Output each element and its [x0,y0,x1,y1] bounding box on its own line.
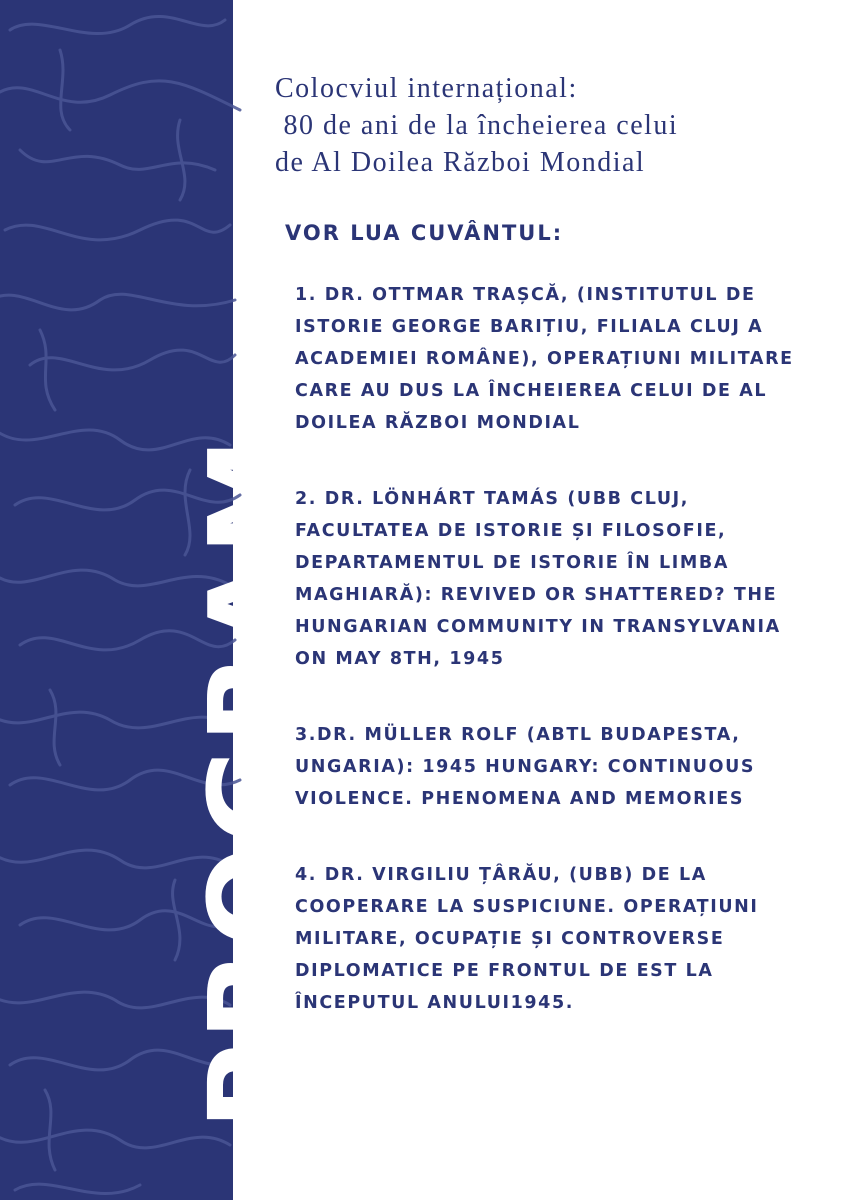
vertical-title-wrapper [0,0,321,1200]
speakers-list [295,279,795,1019]
colloquium-heading [275,70,815,181]
speakers-heading: VOR LUA CUVÂNTUL: [285,221,564,245]
program-title: PROGRAM [183,434,321,1130]
main-content [275,70,815,1049]
speaker-item-2: 2. DR. LÖNHÁRT TAMÁS (UBB CLUJ, FACULTATEA DE ISTORIE ȘI FILOSOFIE, DEPARTAMENTUL DE ISTORIE ÎN LIMBA MAGHIARĂ): REVIVED OR SHATTERED? THE HUNGARIAN COMMUNITY IN TRANSYLVANIA ON MAY 8TH, 1945 [295,489,781,669]
heading-line-2: 80 de ani de la încheierea celui [275,110,679,141]
speaker-item-1: 1. DR. OTTMAR TRAȘCĂ, (INSTITUTUL DE ISTORIE GEORGE BARIȚIU, FILIALA CLUJ A ACADEMIEI ROMÂNE), OPERAȚIUNI MILITARE CARE AU DUS LA ÎNCHEIEREA CELUI DE AL DOILEA RĂZBOI MONDIAL [295,285,794,433]
sidebar-panel [0,0,321,1200]
speaker-item-3: 3.DR. MÜLLER ROLF (ABTL BUDAPESTA, UNGARIA): 1945 HUNGARY: CONTINUOUS VIOLENCE. PHENOMENA AND MEMORIES [295,725,756,809]
speaker-item-4: 4. DR. VIRGILIU ȚÂRĂU, (UBB) DE LA COOPERARE LA SUSPICIUNE. OPERAȚIUNI MILITARE, OCUPAȚIE ȘI CONTROVERSE DIPLOMATICE PE FRONTUL DE EST LA ÎNCEPUTUL ANULUI1945. [295,865,759,1013]
heading-line-1: Colocviul internațional: [275,73,578,104]
heading-line-3: de Al Doilea Război Mondial [275,147,646,178]
